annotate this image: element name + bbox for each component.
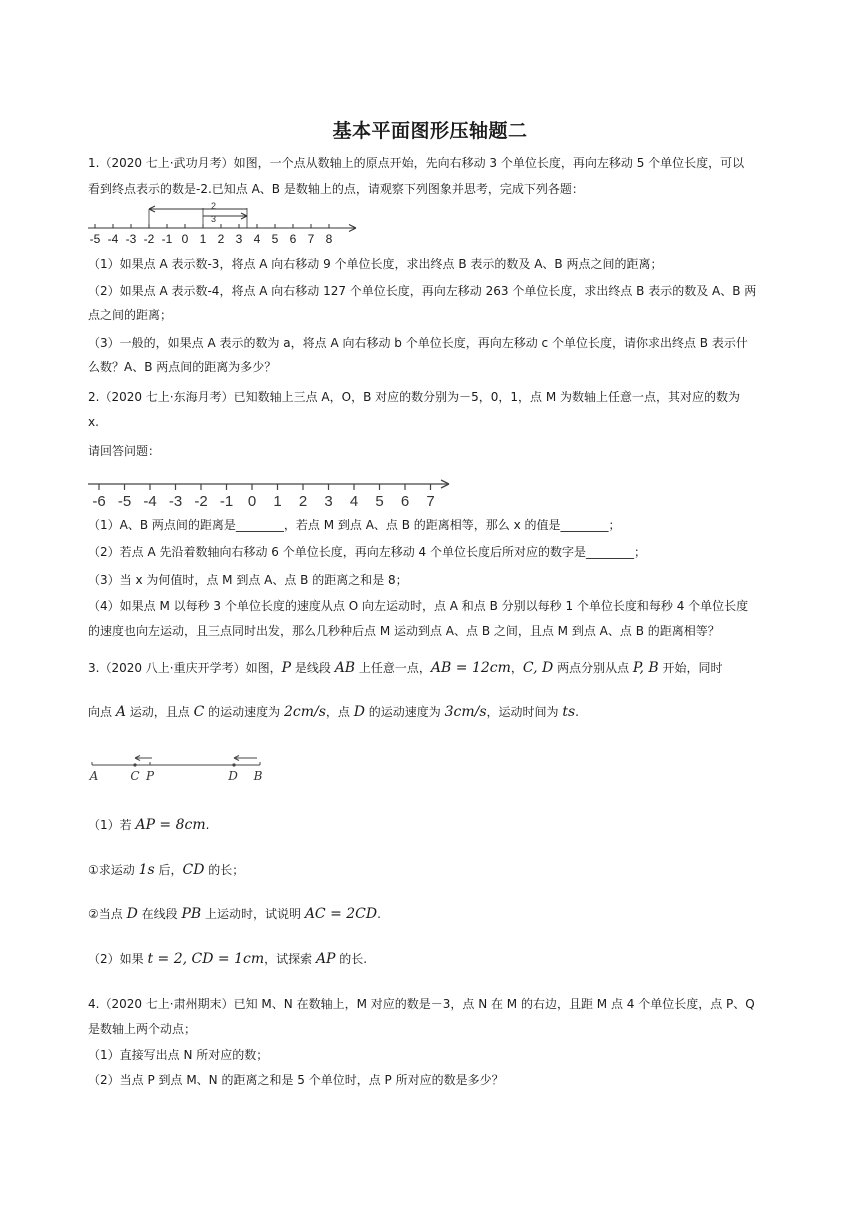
q3-math: AP = 8cm [135,817,206,833]
q1-arrow-label-top: 2 [211,201,217,211]
q3-point-label-D: D [228,769,238,783]
q3-text: 两点分别从点 [553,661,633,675]
q1-part-2-line-1: （2）如果点 A 表示数-4，将点 A 向右移动 127 个单位长度，再向左移动 263 个单位长度，求出终点 B 表示的数及 A、B 两 [88,284,757,298]
q3-math: D [126,906,138,922]
q3-math: AC = 2CD [304,906,378,922]
q2-tick-label: 3 [324,493,333,510]
q3-math: D [353,704,365,720]
q2-tick-label: 7 [426,493,435,510]
q3-math: 1s [138,862,155,878]
q3-text: 3.（2020 八上·重庆开学考）如图， [88,661,282,675]
q1-tick-labels [90,232,333,246]
q3-segment-figure [86,748,272,784]
q3-text: . [377,907,381,921]
q3-line-2 [88,702,788,722]
q3-point-label-C: C [130,769,140,783]
q3-math: CD [182,862,205,878]
q3-math: 3cm/s [444,704,487,720]
q4-part-2: （2）当点 P 到点 M、N 的距离之和是 5 个单位时，点 P 所对应的数是多少？ [88,1073,504,1087]
q3-math: t = 2, CD = 1cm [147,951,265,967]
q3-text: 是线段 [291,661,335,675]
q1-tick-label: 1 [199,232,207,246]
q2-tick-label: 1 [273,493,282,510]
q1-part-1: （1）如果点 A 表示数-3，将点 A 向右移动 9 个单位长度，求出终点 B 表示的数及 A、B 两点之间的距离； [88,257,663,271]
q4-part-1: （1）直接写出点 N 所对应的数； [88,1048,269,1062]
q1-part-2-line-2: 点之间的距离； [88,308,173,322]
q1-tick-label: 2 [217,232,225,246]
q2-line-1: 2.（2020 七上·东海月考）已知数轴上三点 A，O，B 对应的数分别为－5，0，1，点 M 为数轴上任意一点，其对应的数为 [88,390,741,404]
q3-math: AB = 12cm [430,660,511,676]
q3-point-label-A: A [89,769,99,783]
q1-tick-label: 8 [325,232,333,246]
q1-number-line-figure [86,200,366,248]
q2-tick-label: -6 [92,493,106,510]
q2-tick-label: -1 [219,493,234,510]
q3-math: P [281,660,292,676]
q3-text: ，运动时间为 [486,705,563,719]
q3-text: （1）若 [88,818,136,832]
q2-ticks [99,484,431,490]
q3-text: . [205,818,210,832]
q3-math: AP [315,951,336,967]
q2-part-4-line-1: （4）如果点 M 以每秒 3 个单位长度的速度从点 O 向左运动时，点 A 和点 B 分别以每秒 1 个单位长度和每秒 4 个单位长度 [88,599,749,613]
q1-tick-label: 6 [289,232,297,246]
q2-tick-label: 5 [375,493,384,510]
q3-text: ①求运动 [88,863,139,877]
q3-text: 的运动速度为 [364,705,445,719]
q1-tick-label: 7 [307,232,315,246]
q2-tick-label: 6 [400,493,410,510]
q3-point-label-B: B [253,769,263,783]
q1-line-1: 1.（2020 七上·武功月考）如图，一个点从数轴上的原点开始，先向右移动 3 个单位长度，再向左移动 5 个单位长度，可以 [88,156,745,170]
q3-line-1 [88,658,788,678]
q3-text: 后， [154,863,183,877]
q3-text: （2）如果 [88,952,148,966]
q3-math: 2cm/s [283,704,326,720]
q3-math: AB [334,660,356,676]
q2-part-3: （3）当 x 为何值时，点 M 到点 A、点 B 的距离之和是 8； [88,573,408,587]
q2-tick-label: -4 [143,493,157,510]
q1-ticks [95,224,329,228]
q1-tick-label: 0 [181,232,189,246]
q3-sub-1 [88,815,788,835]
q3-text: ， [510,661,523,675]
q3-math: C, D [522,660,554,676]
q1-part-3-line-2: 么数？A、B 两点间的距离为多少？ [88,360,277,374]
page-title: 基本平面图形压轴题二 [332,120,528,142]
q2-tick-label: 0 [247,493,257,510]
q2-part-1: （1）A、B 两点间的距离是________，若点 M 到点 A、点 B 的距离相等，那么 x 的值是________； [88,518,621,532]
q1-tick-label: 4 [253,232,261,246]
q2-number-line-figure [86,476,456,512]
q3-text: . [575,705,579,719]
q2-tick-label: 2 [298,493,308,510]
q3-math: ts [562,704,576,720]
q3-math: PB [181,906,202,922]
q3-text: 上任意一点， [355,661,431,675]
q2-tick-labels [92,493,434,510]
q3-text: 上运动时，试说明 [201,907,305,921]
q1-tick-label: 3 [235,232,243,246]
q1-tick-label: -2 [143,232,155,246]
q3-sub-2 [88,949,788,969]
q4-line-1: 4.（2020 七上·肃州期末）已知 M、N 在数轴上，M 对应的数是－3，点 N 在 M 的右边，且距 M 点 4 个单位长度，点 P、Q [88,997,755,1011]
q3-text: 的长. [335,952,368,966]
q2-part-2: （2）若点 A 先沿着数轴向右移动 6 个单位长度，再向左移动 4 个单位长度后所对应的数字是________； [88,545,647,559]
q1-tick-label: 5 [271,232,279,246]
q3-text: ②当点 [88,907,127,921]
q1-line-2: 看到终点表示的数是-2.已知点 A、B 是数轴上的点，请观察下列图象并思考，完成下列各题： [88,182,584,196]
q3-text: 的运动速度为 [204,705,284,719]
q4-line-2: 是数轴上两个动点； [88,1022,197,1036]
q3-text: 开始，同时 [658,661,723,675]
q2-tick-label: -2 [194,493,208,510]
q3-math: P, B [632,660,659,676]
q3-text: 的长； [204,863,245,877]
q3-text: 向点 [88,705,116,719]
q1-tick-label: -1 [161,232,173,246]
q2-tick-label: -3 [168,493,183,510]
q1-tick-label: -4 [107,232,119,246]
q3-text: 运动，且点 [125,705,194,719]
q2-line-3: 请回答问题： [88,444,161,458]
q3-text: ，点 [325,705,354,719]
q2-part-4-line-2: 的速度也向左运动，且三点同时出发，那么几秒种后点 M 运动到点 A、点 B 之间，且点 M 到点 A、点 B 的距离相等？ [88,624,720,638]
q3-text: 在线段 [137,907,182,921]
q2-tick-label: -5 [117,493,132,510]
q3-text: ，试探索 [264,952,316,966]
q3-point-label-P: P [145,769,155,783]
q3-sub-1-i [88,860,788,880]
q1-arrow-label-bottom: 3 [211,214,217,224]
q3-math: A [115,704,126,720]
q1-tick-label: -3 [125,232,137,246]
q1-tick-label: -5 [89,232,101,246]
q3-math: C [193,704,205,720]
q2-tick-label: 4 [349,493,359,510]
q2-line-2: x. [88,415,99,429]
q1-part-3-line-1: （3）一般的，如果点 A 表示的数为 a，将点 A 向右移动 b 个单位长度，再向左移动 c 个单位长度，请你求出终点 B 表示什 [88,336,748,350]
q3-sub-1-ii [88,904,788,924]
